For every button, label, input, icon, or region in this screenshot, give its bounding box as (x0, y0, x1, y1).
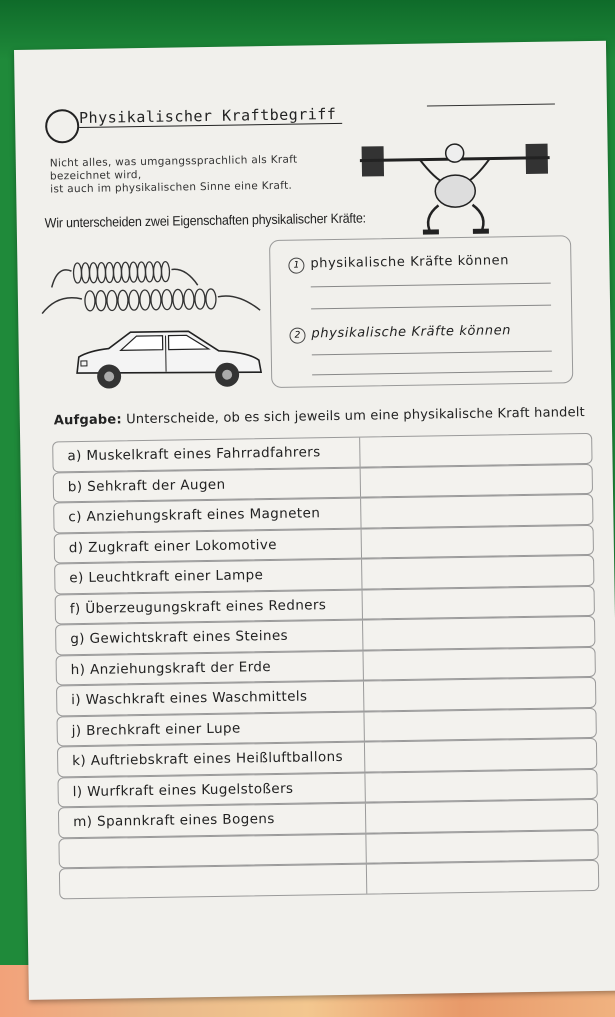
row-letter: h) (70, 661, 86, 678)
intro-text (50, 154, 298, 197)
row-text: Spannkraft eines Bogens (96, 811, 275, 830)
weightlifter-illustration (359, 138, 550, 237)
row-text: Auftriebskraft eines Heißluftballons (90, 748, 344, 769)
row-letter: j) (71, 722, 82, 739)
number-badge: 1 (288, 257, 304, 273)
row-letter: a) (67, 447, 82, 465)
task-label: Aufgabe: (53, 412, 122, 429)
row-text: Brechkraft einer Lupe (86, 720, 241, 739)
row-text: Wurfkraft eines Kugelstoßers (87, 780, 294, 800)
answer-line[interactable] (311, 283, 551, 288)
row-text: Überzeugungskraft eines Redners (85, 596, 327, 617)
answer-line[interactable] (312, 351, 552, 356)
car-illustration (68, 324, 269, 391)
row-letter: b) (67, 478, 83, 495)
row-text: Waschkraft eines Waschmittels (85, 688, 308, 708)
row-text: Gewichtskraft eines Steines (89, 627, 289, 647)
answer-line[interactable] (311, 305, 551, 310)
answer-line[interactable] (312, 371, 552, 376)
row-text: Anziehungskraft der Erde (89, 658, 272, 678)
row-letter: k) (72, 752, 87, 770)
row-letter: g) (70, 630, 86, 648)
row-text: Anziehungskraft eines Magneten (86, 505, 321, 525)
property-text: physikalische Kräfte können (311, 323, 512, 342)
checkbox-circle[interactable] (45, 109, 80, 144)
task-instruction (54, 405, 585, 428)
row-letter: f) (69, 600, 81, 617)
intro-line: Nicht alles, was umgangssprachlich als Kraft (49, 153, 298, 170)
intro-line: ist auch im physikalischen Sinne eine Kraft. (50, 179, 293, 196)
worksheet-title: Physikalischer Kraftbegriff (79, 105, 343, 128)
worksheet-paper (14, 41, 615, 1000)
row-letter: l) (72, 783, 83, 800)
row-text: Leuchtkraft einer Lampe (88, 567, 264, 586)
lead-heading: Wir unterscheiden zwei Eigenschaften physikalischer Kräfte: (44, 210, 366, 231)
row-letter: d) (68, 539, 84, 556)
answer-table (52, 433, 599, 899)
name-line[interactable] (427, 104, 555, 107)
row-letter: m) (73, 813, 93, 831)
row-text: Zugkraft einer Lokomotive (88, 536, 278, 556)
property-1 (288, 249, 509, 273)
row-letter: e) (69, 569, 84, 587)
property-2 (289, 319, 511, 343)
property-text: physikalische Kräfte können (310, 253, 510, 272)
spring-stretched-illustration (38, 282, 268, 318)
number-badge: 2 (289, 327, 305, 343)
properties-box (269, 235, 573, 388)
task-text: Unterscheide, ob es sich jeweils um eine physikalische Kraft handelt (126, 405, 585, 428)
row-text: Sehkraft der Augen (87, 476, 226, 495)
row-letter: c) (68, 508, 82, 526)
row-letter: i) (71, 692, 82, 709)
intro-line: bezeichnet wird, (49, 169, 142, 183)
row-text: Muskelkraft eines Fahrradfahrers (86, 444, 321, 464)
